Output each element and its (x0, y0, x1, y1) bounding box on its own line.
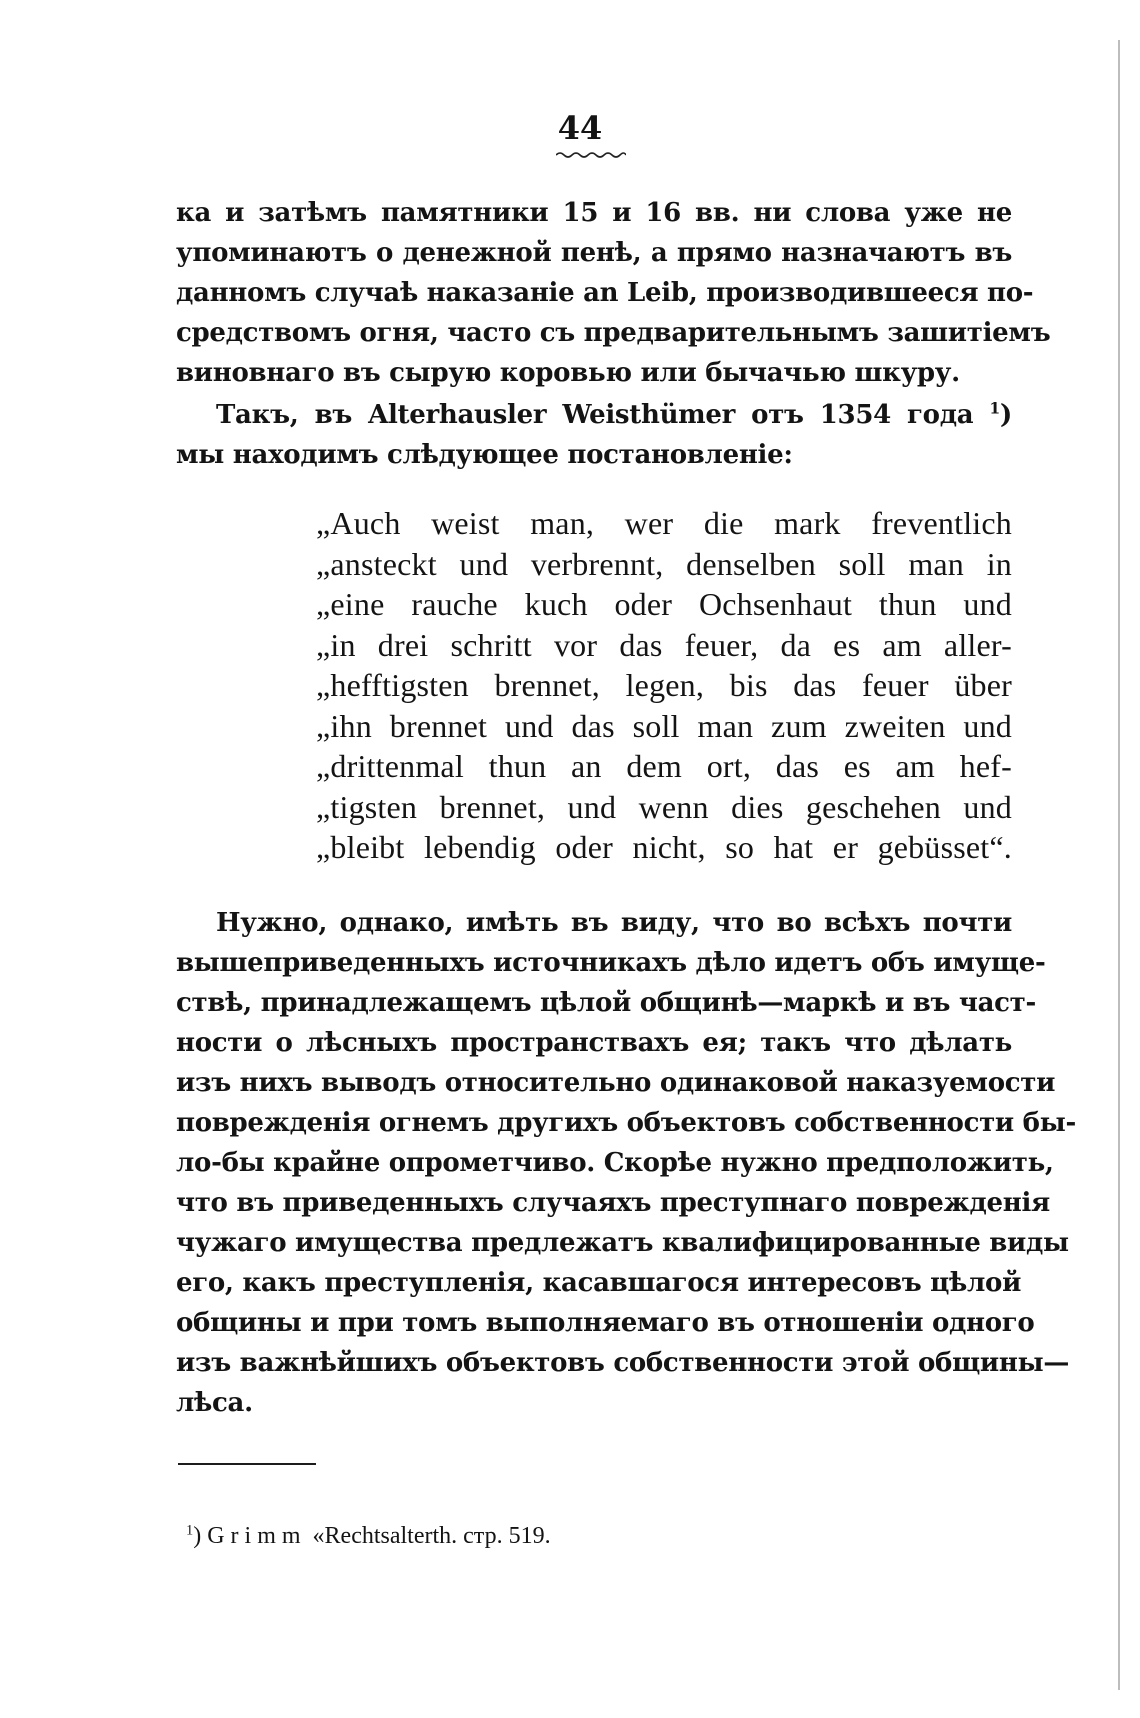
paragraph-line: изъ важнѣйшихъ объектовъ собственности этой общины— (176, 1348, 1070, 1378)
paragraph-line: ности о лѣсныхъ пространствахъ ея; такъ что дѣлать (176, 1028, 1012, 1058)
paragraph-line: вышеприведенныхъ источникахъ дѣло идетъ объ имуще- (176, 948, 1046, 978)
paragraph-line: мы находимъ слѣдующее постановленіе: (176, 440, 793, 470)
page-edge-rule (1118, 40, 1120, 1690)
page-number: 44 (557, 109, 603, 147)
paragraph-line: средствомъ огня, часто съ предварительнымъ зашитіемъ (176, 318, 1051, 348)
paragraph-line: ка и затѣмъ памятники 15 и 16 вв. ни слова уже не (176, 198, 1012, 228)
quote-line: „drittenmal thun an dem ort, das es am hef- (316, 748, 1012, 784)
paragraph-line: Нужно, однако, имѣть въ виду, что во всѣхъ почти (216, 908, 1012, 938)
paragraph-line: данномъ случаѣ наказаніе an Leib, производившееся по- (176, 278, 1034, 308)
paragraph-line: упоминаютъ о денежной пенѣ, а прямо назначаютъ въ (176, 238, 1012, 268)
page-number-wavy-underline (556, 150, 626, 160)
footnote-citation: «Rechtsalterth. стр. 519. (312, 1523, 551, 1549)
paragraph-line: ствѣ, принадлежащемъ цѣлой общинѣ—маркѣ и въ част- (176, 988, 1036, 1018)
paragraph-line: общины и при томъ выполняемаго въ отношеніи одного (176, 1308, 1035, 1338)
paragraph-line: чужаго имущества предлежатъ квалифицированные виды (176, 1228, 1069, 1258)
quote-line: „eine rauche kuch oder Ochsenhaut thun und (316, 586, 1012, 622)
paragraph-line: что въ приведенныхъ случаяхъ преступнаго поврежденія (176, 1188, 1050, 1218)
quote-line: „bleibt lebendig oder nicht, so hat er gebüsset“. (316, 829, 1012, 865)
paragraph-line: лѣса. (176, 1388, 253, 1418)
paragraph-1 (176, 193, 1051, 393)
footnote-reference[interactable]: 1 (989, 398, 1000, 418)
footnote-divider (178, 1463, 316, 1465)
quote-line: „hefftigsten brennet, legen, bis das feuer über (316, 667, 1012, 703)
quote-line: „Auch weist man, wer die mark freventlich (316, 505, 1012, 541)
paragraph-2 (176, 395, 1012, 475)
quote-line: „in drei schritt vor das feuer, da es am aller- (316, 626, 1012, 663)
quote-line: „ansteckt und verbrennt, denselben soll man in (316, 545, 1012, 582)
paragraph-line-text: Такъ, въ Alterhausler Weisthümer отъ 1354 года (216, 400, 974, 430)
footnote (186, 1520, 551, 1552)
quote-line: „ihn brennet und das soll man zum zweiten und (316, 707, 1012, 744)
paragraph-line-with-footnote-ref (176, 395, 1012, 435)
german-quotation (316, 503, 1012, 868)
paragraph-line: изъ нихъ выводъ относительно одинаковой наказуемости (176, 1068, 1056, 1098)
footnote-reference-paren: ) (999, 400, 1012, 430)
quote-line: „tigsten brennet, und wenn dies geschehen und (316, 788, 1012, 825)
paragraph-line: ло-бы крайне опрометчиво. Скорѣе нужно предположить, (176, 1148, 1054, 1178)
footnote-marker: 1 (186, 1522, 194, 1539)
paragraph-line: поврежденія огнемъ другихъ объектовъ собственности бы- (176, 1108, 1076, 1138)
footnote-marker-paren: ) (193, 1523, 202, 1549)
paragraph-3 (176, 903, 1076, 1423)
footnote-author: Grimm (207, 1523, 307, 1549)
paragraph-line: виновнаго въ сырую коровью или бычачью шкуру. (176, 358, 960, 388)
paragraph-line: его, какъ преступленія, касавшагося интересовъ цѣлой (176, 1268, 1022, 1298)
